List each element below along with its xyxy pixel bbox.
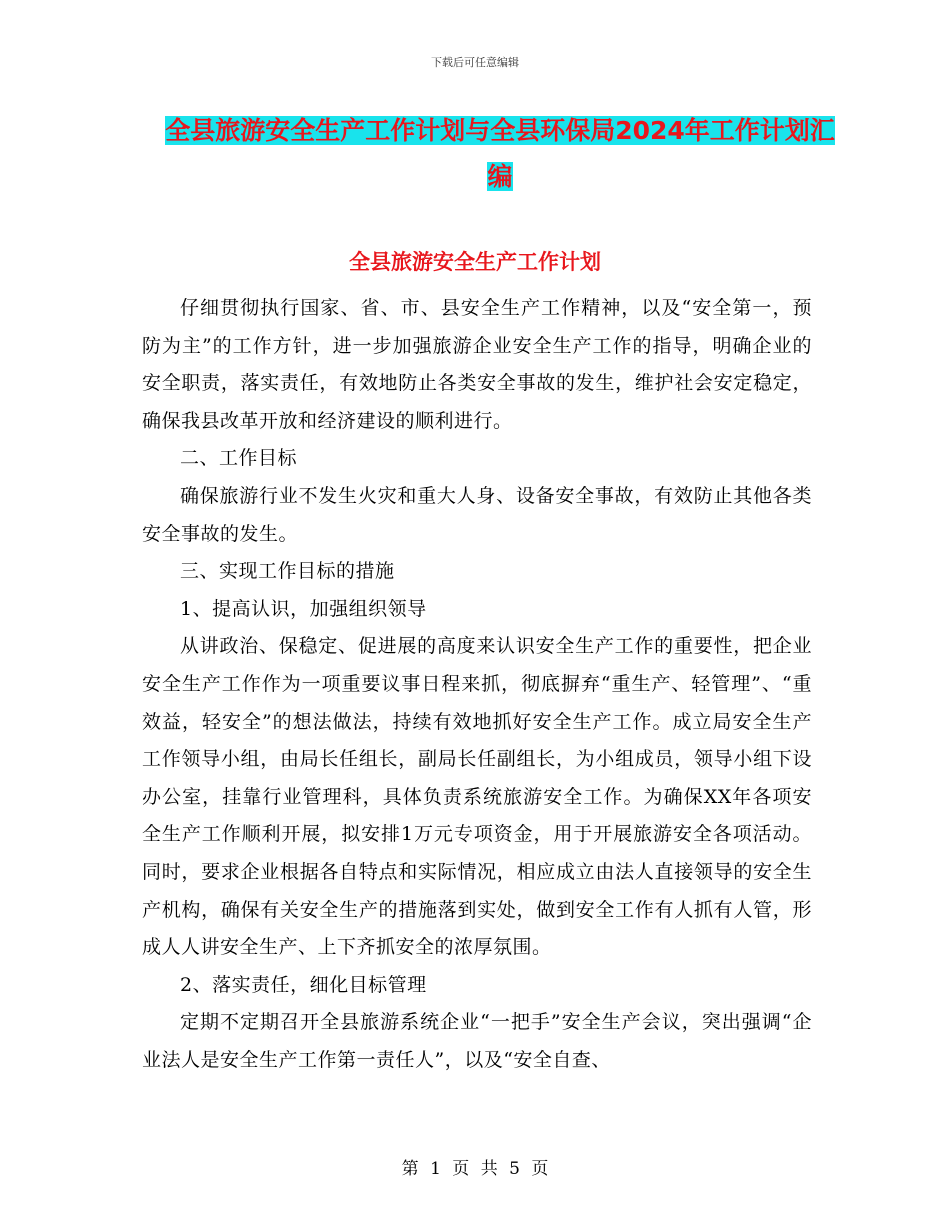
document-title [160,108,840,200]
heading-work-goals: 二、工作目标 [180,447,298,470]
subheading-responsibility: 2、落实责任，细化目标管理 [180,973,427,996]
paragraph-awareness: 从讲政治、保稳定、促进展的高度来认识安全生产工作的重要性，把企业安全生产工作作为一项重要议事日程来抓，彻底摒弃“重生产、轻管理”、“重效益，轻安全”的想法做法，持续有效地抓好安全生产工作。成立局安全生产工作领导小组，由局长任组长，副局长任副组长，为小组成员，领导小组下设办公室，挂靠行业管理科，具体负责系统旅游安全工作。为确保XX年各项安全生产工作顺利开展，拟安排1万元专项资金，用于开展旅游安全各项活动。同时，要求企业根据各自特点和实际情况，相应成立由法人直接领导的安全生产机构，确保有关安全生产的措施落到实处，做到安全工作有人抓有人管，形成人人讲安全生产、上下齐抓安全的浓厚氛围。 [142,635,812,959]
paragraph-intro: 仔细贯彻执行国家、省、市、县安全生产工作精神，以及“安全第一，预防为主”的工作方针，进一步加强旅游企业安全生产工作的指导，明确企业的安全职责，落实责任，有效地防止各类安全事故的发生，维护社会安定稳定，确保我县改革开放和经济建设的顺利进行。 [142,297,812,432]
paragraph-responsibility: 定期不定期召开全县旅游系统企业“一把手”安全生产会议，突出强调“企业法人是安全生产工作第一责任人”，以及“安全自查、 [142,1011,812,1071]
document-title-text: 全县旅游安全生产工作计划与全县环保局2024年工作计划汇编 [165,116,835,191]
page-number: 第 1 页 共 5 页 [401,1159,549,1179]
section-title: 全县旅游安全生产工作计划 [349,250,601,274]
document-body [142,290,812,1079]
subheading-raise-awareness: 1、提高认识，加强组织领导 [180,597,427,620]
paragraph-goals: 确保旅游行业不发生火灾和重大人身、设备安全事故，有效防止其他各类安全事故的发生。 [142,484,812,545]
header-note: 下载后可任意编辑 [431,56,519,69]
heading-measures: 三、实现工作目标的措施 [180,560,395,583]
